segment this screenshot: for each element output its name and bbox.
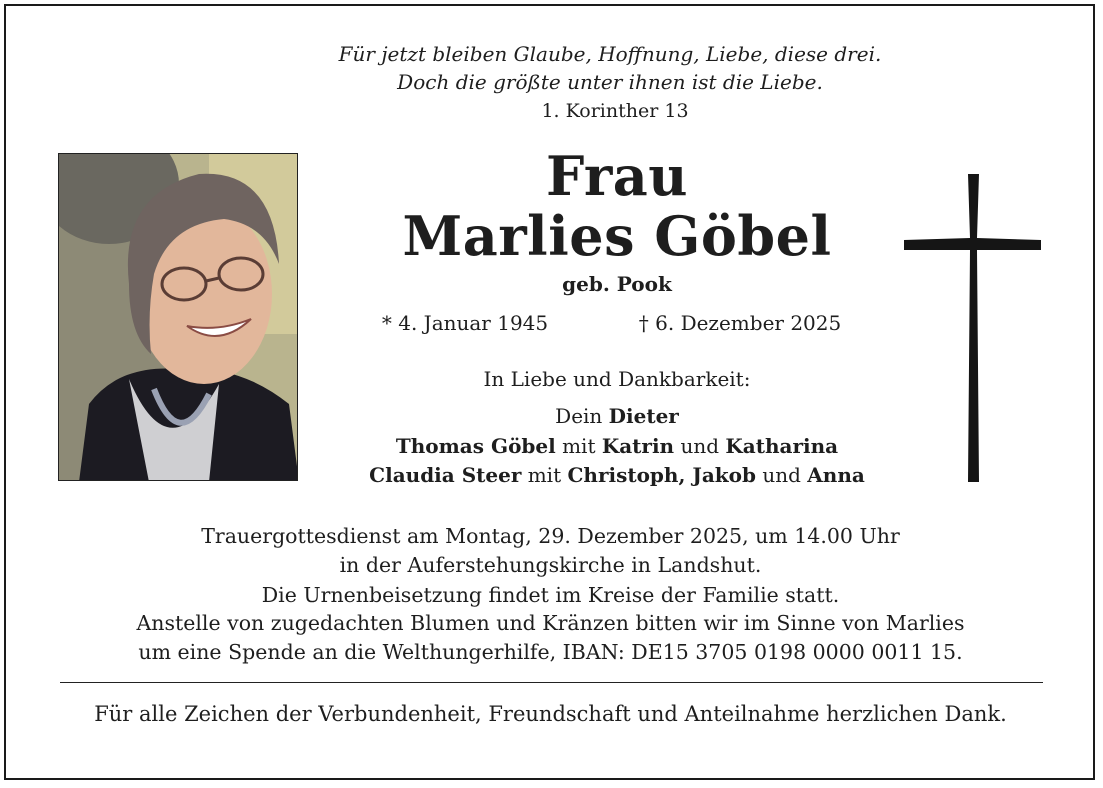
mourner-text: und [674,434,726,458]
mourner-name: Dieter [608,404,679,428]
divider [60,682,1043,683]
service-line-2: in der Auferstehungskirche in Landshut. [339,553,762,577]
mourner-name: Katrin [601,434,675,458]
mourner-name: Katharina [725,434,839,458]
cross-icon [902,172,1044,484]
mourners-intro: In Liebe und Dankbarkeit: [483,367,751,391]
thanks-line: Für alle Zeichen der Verbundenheit, Freundschaft und Anteilnahme herzlichen Dank. [94,702,1007,726]
verse-line-2: Doch die größte unter ihnen ist die Liebe. [397,70,823,94]
mourner-line-3 [270,463,964,487]
portrait-photo [58,153,298,481]
service-line-5: um eine Spende an die Welthungerhilfe, IBAN: DE15 3705 0198 0000 0011 15. [138,640,963,664]
verse-line-1: Für jetzt bleiben Glaube, Hoffnung, Liebe, diese drei. [338,42,882,66]
service-line-1: Trauergottesdienst am Montag, 29. Dezember 2025, um 14.00 Uhr [201,524,900,548]
service-line-4: Anstelle von zugedachten Blumen und Kränzen bitten wir im Sinne von Marlies [136,611,965,635]
mourner-text: mit [521,463,568,487]
mourner-line-2 [270,434,964,458]
deceased-name: Marlies Göbel [402,204,832,268]
mourner-line-1 [270,404,964,428]
mourner-name: Anna [807,463,865,487]
mourner-name: Christoph, Jakob [567,463,756,487]
birth-date: * 4. Januar 1945 [381,311,549,335]
death-date: † 6. Dezember 2025 [638,311,842,335]
salutation: Frau [545,144,689,208]
verse-reference: 1. Korinther 13 [541,100,689,122]
mourner-text: mit [555,434,602,458]
mourner-name: Thomas Göbel [395,434,556,458]
mourner-text: Dein [555,404,609,428]
mourner-name: Claudia Steer [369,463,522,487]
birth-name: geb. Pook [562,272,672,296]
service-line-3: Die Urnenbeisetzung findet im Kreise der Familie statt. [261,583,840,607]
mourner-text: und [755,463,808,487]
